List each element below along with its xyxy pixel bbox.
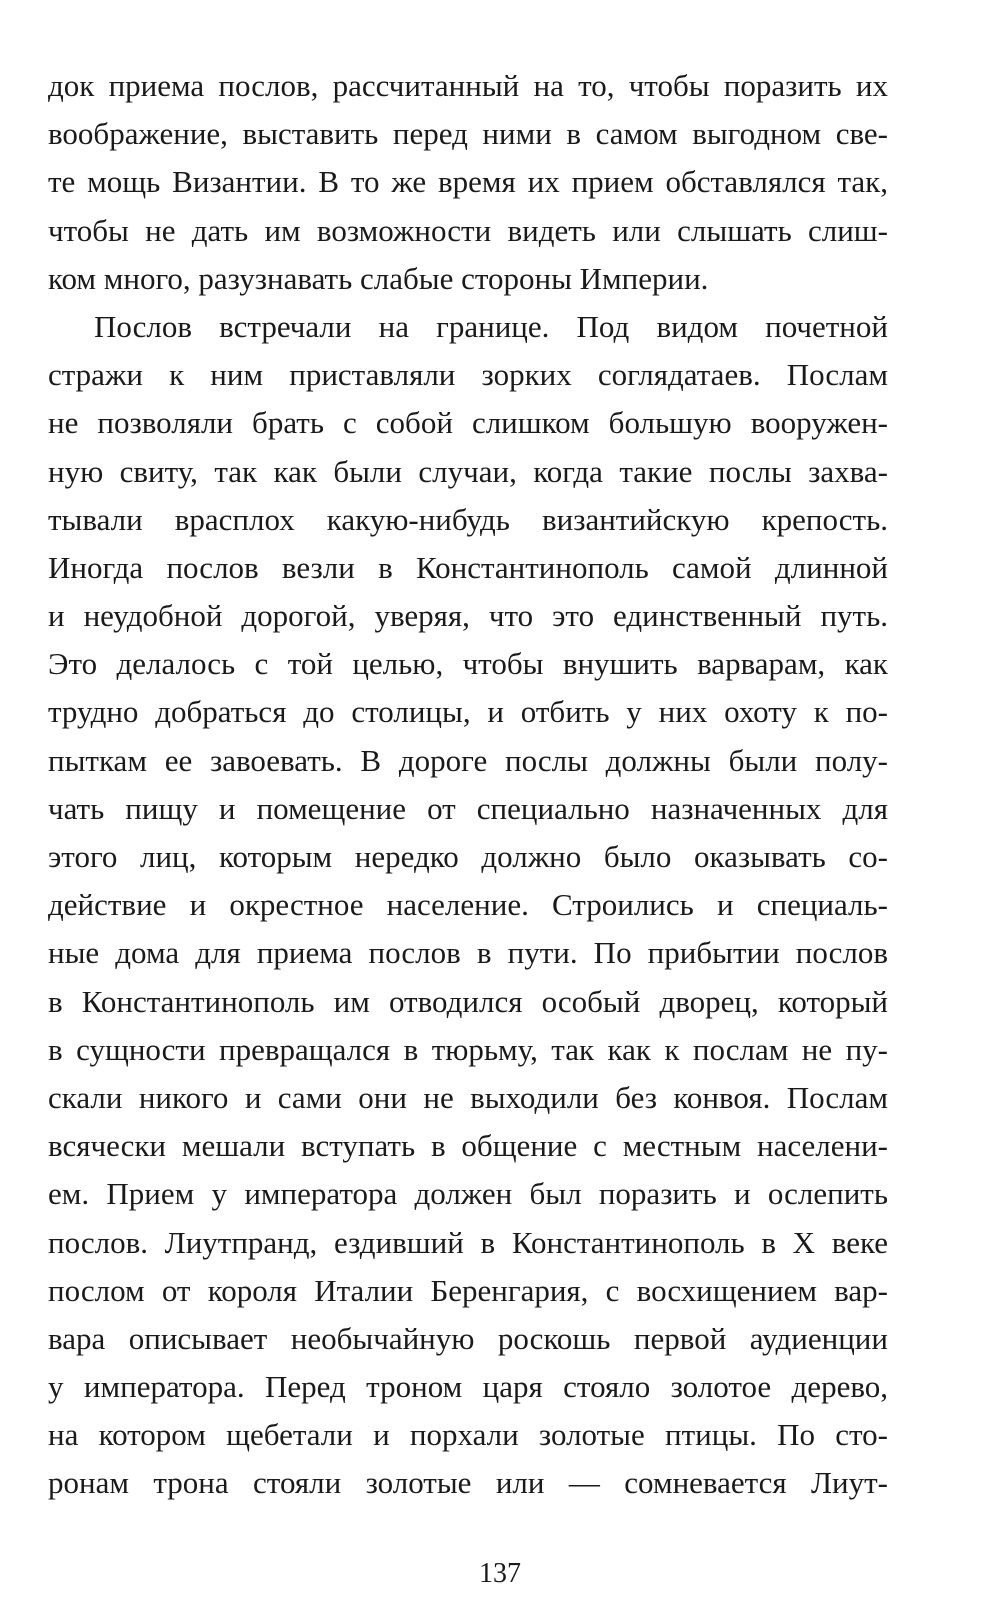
text-line: Иногда послов везли в Константинополь самой длинной — [48, 549, 888, 585]
body-text — [48, 62, 888, 1508]
text-line: в сущности превращался в тюрьму, так как к послам не пу- — [48, 1031, 888, 1067]
text-line: на котором щебетали и порхали золотые птицы. По сто- — [48, 1417, 888, 1453]
text-line: скали никого и сами они не выходили без конвоя. Послам — [48, 1079, 888, 1115]
text-line: ем. Прием у императора должен был поразить и ослепить — [48, 1176, 888, 1212]
text-line: тывали врасплох какую-нибудь византийскую крепость. — [48, 501, 888, 537]
text-line: не позволяли брать с собой слишком большую вооружен- — [48, 405, 888, 441]
text-line: действие и окрестное население. Строились и специаль- — [48, 887, 888, 923]
text-line: док приема послов, рассчитанный на то, чтобы поразить их — [48, 68, 888, 103]
text-line: в Константинополь им отводился особый дворец, который — [48, 983, 888, 1019]
text-line: послом от короля Италии Беренгария, с восхищением вар- — [48, 1272, 888, 1308]
text-line: ком много, разузнавать слабые стороны Империи. — [48, 260, 709, 296]
text-line: Это делалось с той целью, чтобы внушить варварам, как — [48, 646, 888, 682]
text-line: послов. Лиутпранд, ездивший в Константинополь в X веке — [48, 1224, 888, 1260]
text-line: те мощь Византии. В то же время их прием обставлялся так, — [48, 164, 888, 200]
text-line: стражи к ним приставляли зорких соглядатаев. Послам — [48, 357, 888, 393]
text-line: всячески мешали вступать в общение с местным населени- — [48, 1128, 888, 1164]
text-line: этого лиц, которым нередко должно было оказывать со- — [48, 839, 888, 874]
text-line: ронам трона стояли золотые или — сомневается Лиут- — [48, 1465, 888, 1501]
text-line: Послов встречали на границе. Под видом почетной — [94, 308, 888, 344]
text-line: у императора. Перед троном царя стояло золотое дерево, — [48, 1369, 888, 1405]
text-line: воображение, выставить перед ними в самом выгодном све- — [48, 116, 888, 152]
text-line: вара описывает необычайную роскошь первой аудиенции — [48, 1320, 888, 1356]
text-line: ную свиту, так как были случаи, когда такие послы захва- — [48, 453, 888, 489]
text-line: ные дома для приема послов в пути. По прибытии послов — [48, 935, 888, 971]
page-number: 137 — [479, 1558, 521, 1589]
text-line: и неудобной дорогой, уверяя, что это единственный путь. — [48, 598, 888, 634]
text-line: трудно добраться до столицы, и отбить у них охоту к по- — [48, 694, 888, 730]
text-line: чтобы не дать им возможности видеть или слышать слиш- — [48, 212, 888, 248]
text-line: пыткам ее завоевать. В дороге послы должны были полу- — [48, 742, 888, 778]
text-line: чать пищу и помещение от специально назначенных для — [48, 790, 888, 826]
